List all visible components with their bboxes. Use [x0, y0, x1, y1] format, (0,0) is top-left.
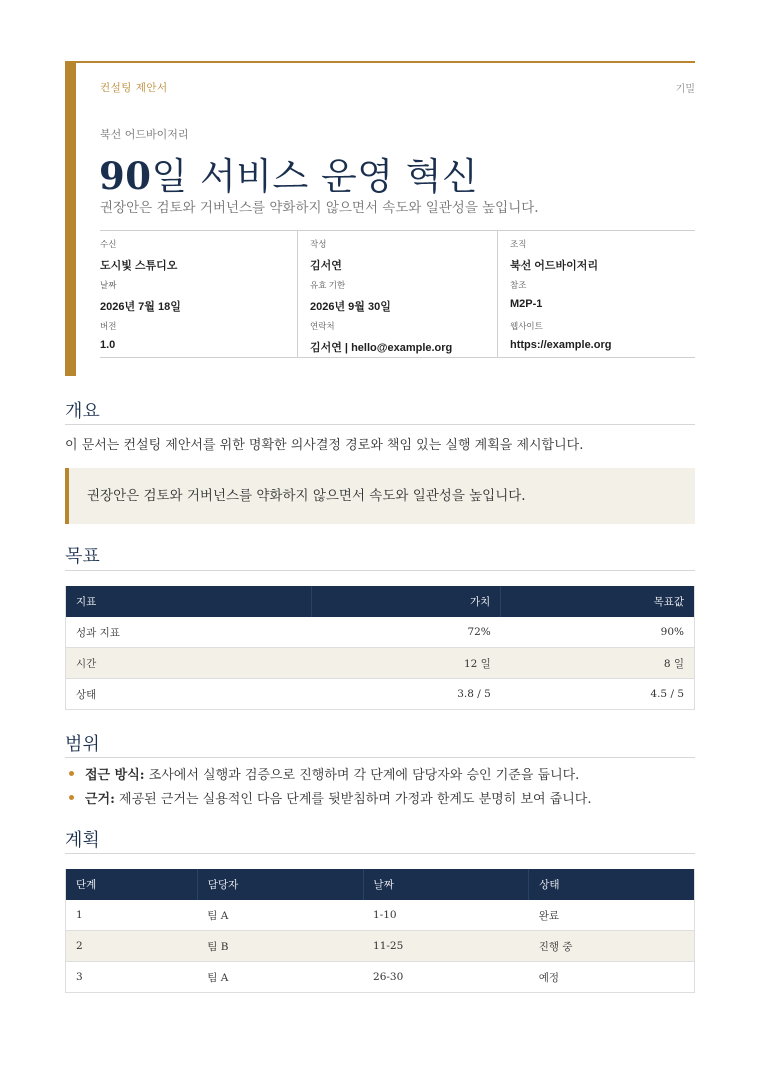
table-header-row	[66, 586, 695, 617]
meta-value: 1.0	[100, 339, 116, 351]
meta-contact	[310, 320, 452, 355]
table-row	[66, 679, 695, 710]
bullet-icon	[69, 771, 74, 776]
meta-value: 북선 어드바이저리	[510, 260, 599, 272]
table-cell: 예정	[529, 962, 695, 993]
list-item-label: 근거:	[85, 792, 115, 807]
scope-list	[65, 764, 591, 812]
meta-key: 웹사이트	[510, 321, 543, 331]
meta-value: 김서연 | hello@example.org	[310, 342, 453, 354]
callout-text: 권장안은 검토와 거버넌스를 약화하지 않으면서 속도와 일관성을 높입니다.	[87, 488, 526, 504]
meta-value: 김서연	[310, 260, 342, 272]
cover-accent-bar	[65, 61, 76, 376]
meta-key: 작성	[310, 239, 327, 249]
section-divider	[65, 757, 695, 758]
meta-organization	[510, 238, 598, 273]
plan-table	[65, 869, 695, 993]
column-header: 지표	[66, 586, 312, 617]
table-cell: 72%	[311, 617, 501, 648]
section-heading-overview: 개요	[65, 401, 100, 422]
table-cell: 팀 A	[197, 962, 363, 993]
table-header-row	[66, 869, 695, 900]
meta-key: 유효 기한	[310, 280, 346, 290]
table-cell: 시간	[66, 648, 312, 679]
meta-key: 참조	[510, 280, 527, 290]
table-cell: 팀 A	[197, 900, 363, 931]
meta-reference	[510, 279, 542, 310]
meta-date	[100, 279, 181, 314]
section-heading-scope: 범위	[65, 734, 100, 755]
metadata-column-2	[297, 231, 498, 357]
table-row	[66, 648, 695, 679]
column-header: 목표값	[501, 586, 695, 617]
meta-recipient	[100, 238, 177, 273]
top-rule	[65, 61, 695, 63]
column-header: 상태	[529, 869, 695, 900]
table-cell: 1-10	[363, 900, 529, 931]
meta-value: https://example.org	[510, 339, 612, 351]
table-cell: 1	[66, 900, 198, 931]
meta-key: 날짜	[100, 280, 117, 290]
table-cell: 성과 지표	[66, 617, 312, 648]
page-subtitle: 권장안은 검토와 거버넌스를 약화하지 않으면서 속도와 일관성을 높입니다.	[100, 200, 539, 216]
meta-key: 수신	[100, 239, 117, 249]
meta-value: 2026년 9월 30일	[310, 301, 391, 313]
column-header: 단계	[66, 869, 198, 900]
meta-value: 2026년 7월 18일	[100, 301, 181, 313]
table-cell: 8 일	[501, 648, 695, 679]
list-item-text: 제공된 근거는 실용적인 다음 단계를 뒷받침하며 가정과 한계도 분명히 보여 줍니다.	[114, 792, 592, 807]
cover-block	[65, 61, 695, 376]
table-cell: 4.5 / 5	[501, 679, 695, 710]
section-divider	[65, 424, 695, 425]
bullet-icon	[69, 795, 74, 800]
table-cell: 완료	[529, 900, 695, 931]
section-heading-goals: 목표	[65, 546, 100, 567]
column-header: 담당자	[197, 869, 363, 900]
page-title	[99, 146, 478, 200]
column-header: 가치	[311, 586, 501, 617]
meta-version	[100, 320, 116, 351]
callout-box	[65, 468, 695, 524]
table-cell: 26-30	[363, 962, 529, 993]
metadata-grid	[100, 230, 695, 358]
meta-value: 도시빛 스튜디오	[100, 260, 178, 272]
title-number: 90	[99, 154, 152, 198]
overview-text: 이 문서는 컨설팅 제안서를 위한 명확한 의사결정 경로와 책임 있는 실행 계획을 제시합니다.	[65, 438, 584, 453]
table-row	[66, 931, 695, 962]
meta-key: 버전	[100, 321, 117, 331]
meta-value: M2P-1	[510, 298, 543, 310]
list-item-label: 접근 방식:	[85, 768, 145, 783]
meta-key: 조직	[510, 239, 527, 249]
table-cell: 12 일	[311, 648, 501, 679]
table-row	[66, 900, 695, 931]
table-cell: 11-25	[363, 931, 529, 962]
table-cell: 2	[66, 931, 198, 962]
meta-valid-until	[310, 279, 391, 314]
table-row	[66, 617, 695, 648]
title-text: 일 서비스 운영 혁신	[151, 155, 479, 198]
table-cell: 3	[66, 962, 198, 993]
document-type-label: 컨설팅 제안서	[100, 82, 168, 94]
metadata-column-1	[100, 231, 297, 357]
metadata-column-3	[497, 231, 696, 357]
table-cell: 상태	[66, 679, 312, 710]
meta-key: 연락처	[310, 321, 335, 331]
goals-table	[65, 586, 695, 710]
list-item	[65, 788, 591, 812]
table-cell: 3.8 / 5	[311, 679, 501, 710]
section-divider	[65, 853, 695, 854]
meta-website	[510, 320, 611, 351]
confidential-label: 기밀	[675, 84, 695, 95]
list-item	[65, 764, 591, 788]
table-row	[66, 962, 695, 993]
table-cell: 90%	[501, 617, 695, 648]
section-divider	[65, 570, 695, 571]
table-cell: 팀 B	[197, 931, 363, 962]
meta-author	[310, 238, 342, 273]
column-header: 날짜	[363, 869, 529, 900]
section-heading-plan: 계획	[65, 830, 100, 851]
callout-accent-bar	[65, 468, 69, 524]
table-cell: 진행 중	[529, 931, 695, 962]
organization-label: 북선 어드바이저리	[100, 128, 189, 141]
list-item-text: 조사에서 실행과 검증으로 진행하며 각 단계에 담당자와 승인 기준을 둡니다.	[144, 768, 580, 783]
